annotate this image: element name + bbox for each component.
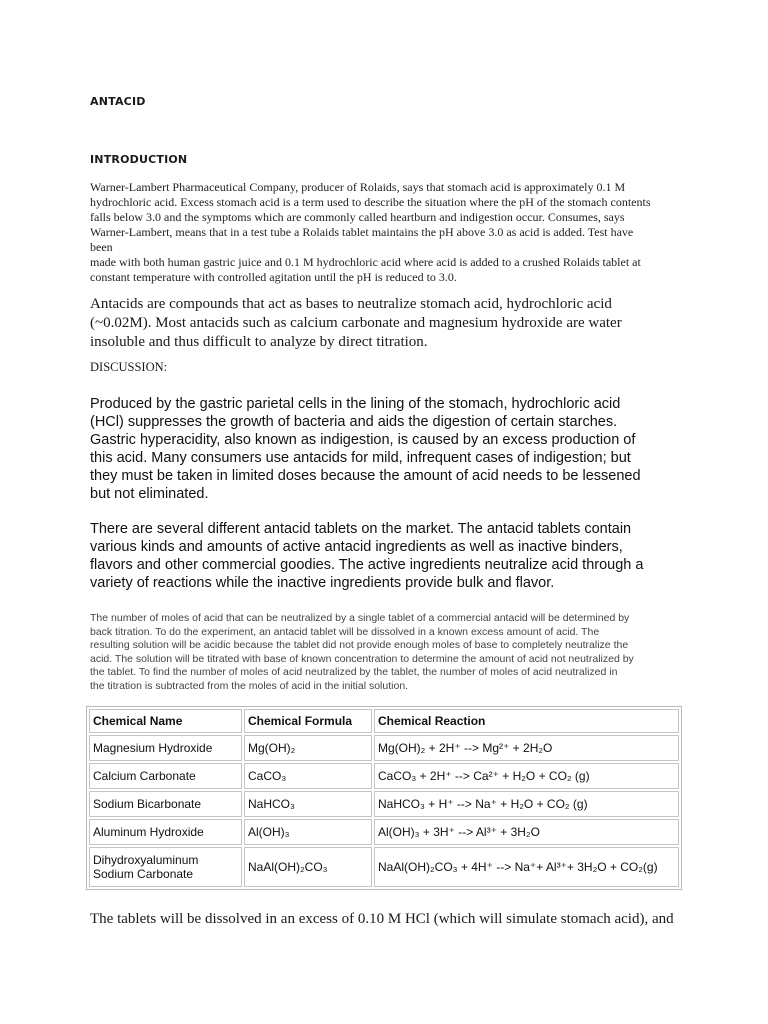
chemical-formula-cell: Al(OH)₃ (244, 819, 372, 845)
table-header-row (89, 709, 679, 733)
antacids-line: insoluble and thus difficult to analyze by direct titration. (90, 334, 428, 350)
table-row (89, 791, 679, 817)
discussion-paragraph-1 (90, 395, 680, 503)
discussion-line: Produced by the gastric parietal cells in the lining of the stomach, hydrochloric acid (90, 396, 621, 412)
antacids-line: Antacids are compounds that act as bases to neutralize stomach acid, hydrochloric acid (90, 296, 612, 312)
intro-line: made with both human gastric juice and 0.1 M hydrochloric acid where acid is added to a crushed Rolaids tablet at (90, 255, 641, 269)
chemical-reaction-cell: NaHCO₃ + H⁺ --> Na⁺ + H₂O + CO₂ (g) (374, 791, 679, 817)
discussion-line: resulting solution will be acidic because the tablet did not provide enough moles of base to completely neutralize the (90, 639, 629, 651)
intro-line: falls below 3.0 and the symptoms which are commonly called heartburn and indigestion occur. Consumes, says (90, 210, 625, 224)
introduction-paragraph (90, 180, 690, 285)
chemical-reaction-cell: NaAl(OH)₂CO₃ + 4H⁺ --> Na⁺+ Al³⁺+ 3H₂O + CO₂(g) (374, 847, 679, 887)
introduction-heading: INTRODUCTION (90, 153, 188, 166)
intro-line: been (90, 240, 113, 254)
discussion-line: they must be taken in limited doses because the amount of acid needs to be lessened (90, 468, 641, 484)
closing-line: The tablets will be dissolved in an excess of 0.10 M HCl (which will simulate stomach acid), and (90, 911, 674, 927)
chemical-formula-cell: CaCO₃ (244, 763, 372, 789)
intro-line: Warner-Lambert, means that in a test tube a Rolaids tablet maintains the pH above 3.0 as acid is added. Test have (90, 225, 634, 239)
table-row (89, 847, 679, 887)
intro-line: hydrochloric acid. Excess stomach acid is a term used to describe the situation where the pH of the stomach contents (90, 195, 651, 209)
antacid-chemicals-table (86, 706, 682, 890)
table-row (89, 763, 679, 789)
table-row (89, 819, 679, 845)
document-title: ANTACID (90, 95, 146, 108)
column-header-chemical-formula: Chemical Formula (244, 709, 372, 733)
column-header-chemical-name: Chemical Name (89, 709, 242, 733)
antacids-line: (~0.02M). Most antacids such as calcium carbonate and magnesium hydroxide are water (90, 315, 622, 331)
discussion-line: flavors and other commercial goodies. The active ingredients neutralize acid through a (90, 557, 644, 573)
discussion-line: the tablet. To find the number of moles of acid neutralized by the tablet, the number of moles of acid neutralized in (90, 666, 618, 678)
discussion-line: variety of reactions while the inactive ingredients provide bulk and flavor. (90, 575, 555, 591)
discussion-line: various kinds and amounts of active antacid ingredients as well as inactive binders, (90, 539, 623, 555)
column-header-chemical-reaction: Chemical Reaction (374, 709, 679, 733)
chemical-reaction-cell: Mg(OH)₂ + 2H⁺ --> Mg²⁺ + 2H₂O (374, 735, 679, 761)
chemical-formula-cell: NaHCO₃ (244, 791, 372, 817)
discussion-heading: DISCUSSION: (90, 360, 168, 374)
discussion-line: Gastric hyperacidity, also known as indigestion, is caused by an excess production of (90, 432, 636, 448)
chemical-formula-cell: Mg(OH)₂ (244, 735, 372, 761)
discussion-line: There are several different antacid tablets on the market. The antacid tablets contain (90, 521, 632, 537)
discussion-line: but not eliminated. (90, 486, 209, 502)
chemical-name-cell (89, 847, 242, 887)
discussion-paragraph-2 (90, 520, 680, 592)
antacids-paragraph (90, 295, 690, 352)
chemical-reaction-cell: CaCO₃ + 2H⁺ --> Ca²⁺ + H₂O + CO₂ (g) (374, 763, 679, 789)
discussion-line: acid. The solution will be titrated with base of known concentration to determine the amount of acid not neutralized by (90, 652, 634, 665)
discussion-line: the titration is subtracted from the moles of acid in the initial solution. (90, 679, 409, 692)
intro-line: Warner-Lambert Pharmaceutical Company, producer of Rolaids, says that stomach acid is approximately 0.1 M (90, 180, 626, 194)
table-row (89, 735, 679, 761)
discussion-line: (HCl) suppresses the growth of bacteria and aids the digestion of certain starches. (90, 414, 618, 430)
chemical-formula-cell: NaAl(OH)₂CO₃ (244, 847, 372, 887)
discussion-line: The number of moles of acid that can be neutralized by a single tablet of a commercial antacid will be determined by (90, 612, 630, 624)
discussion-line: back titration. To do the experiment, an antacid tablet will be dissolved in a known excess amount of acid. The (90, 625, 600, 638)
chemical-reaction-cell: Al(OH)₃ + 3H⁺ --> Al³⁺ + 3H₂O (374, 819, 679, 845)
chemical-name-cell: Sodium Bicarbonate (89, 791, 242, 817)
chemical-name-cell: Magnesium Hydroxide (89, 735, 242, 761)
chemical-name-line: Dihydroxyaluminum (93, 853, 199, 867)
intro-line: constant temperature with controlled agitation until the pH is reduced to 3.0. (90, 270, 457, 284)
chemical-name-cell: Calcium Carbonate (89, 763, 242, 789)
chemical-name-cell: Aluminum Hydroxide (89, 819, 242, 845)
discussion-paragraph-3 (90, 612, 686, 693)
chemical-name-line: Sodium Carbonate (93, 867, 194, 881)
discussion-line: this acid. Many consumers use antacids for mild, infrequent cases of indigestion; but (90, 450, 631, 466)
